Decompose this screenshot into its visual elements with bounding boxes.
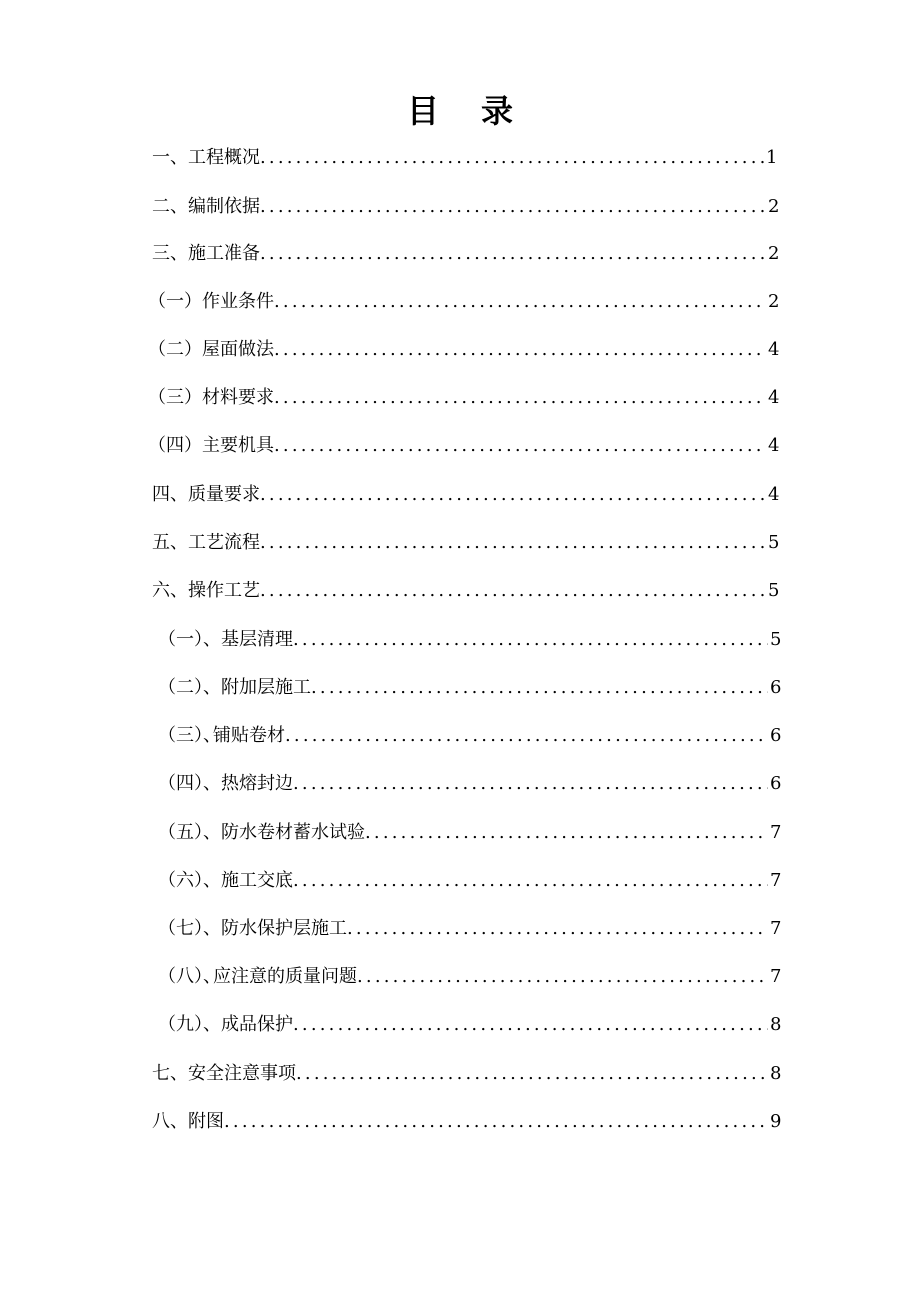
toc-entry-label: 热熔封边 (221, 773, 293, 794)
toc-entry-number: （四）、 (158, 773, 221, 794)
toc-entry[interactable] (152, 193, 778, 221)
toc-entry-number: 一、 (152, 147, 188, 168)
toc-entry[interactable] (158, 626, 780, 654)
toc-leader-dots (293, 770, 768, 798)
toc-entry[interactable] (148, 384, 778, 412)
toc-entry-page: 7 (770, 870, 782, 891)
toc-entry-page: 8 (770, 1063, 782, 1084)
toc-leader-dots (260, 529, 766, 557)
toc-entry[interactable] (148, 288, 778, 316)
toc-entry-number: （七）、 (158, 918, 221, 939)
toc-leader-dots (293, 1011, 768, 1039)
toc-leader-dots (311, 674, 768, 702)
toc-entry-number: （九）、 (158, 1014, 221, 1035)
toc-entry-number: 八、 (152, 1111, 188, 1132)
toc-entry-label: 附加层施工 (221, 677, 311, 698)
toc-entry-label: 编制依据 (188, 196, 260, 217)
toc-entry[interactable] (158, 915, 780, 943)
toc-entry-label: 安全注意事项 (188, 1063, 296, 1084)
toc-entry-number: （六）、 (158, 870, 221, 891)
toc-entry-label: 操作工艺 (188, 580, 260, 601)
toc-entry-page: 2 (768, 291, 780, 312)
toc-entry-number: （二）、 (158, 677, 221, 698)
toc-leader-dots (285, 722, 768, 750)
toc-leader-dots (224, 1108, 768, 1136)
toc-entry-number: 六、 (152, 580, 188, 601)
toc-leader-dots (274, 384, 766, 412)
toc-entry[interactable] (152, 1060, 780, 1088)
toc-entry[interactable] (148, 336, 778, 364)
toc-entry-label: 附图 (188, 1111, 224, 1132)
toc-entry[interactable] (158, 770, 780, 798)
toc-entry-page: 5 (768, 580, 780, 601)
toc-entry-page: 2 (768, 243, 780, 264)
toc-entry[interactable] (158, 674, 780, 702)
toc-leader-dots (293, 626, 768, 654)
toc-entry-page: 9 (770, 1111, 782, 1132)
toc-entry-page: 1 (766, 147, 778, 168)
toc-entry-label: 成品保护 (221, 1014, 293, 1035)
toc-entry-label: 防水卷材蓄水试验 (221, 822, 365, 843)
toc-entry-label: 工程概况 (188, 147, 260, 168)
toc-entry-label: 作业条件 (202, 291, 274, 312)
toc-entry[interactable] (148, 432, 778, 460)
toc-entry-number: （一） (148, 291, 202, 312)
toc-entry-label: 基层清理 (221, 629, 293, 650)
toc-leader-dots (274, 288, 766, 316)
toc-entry-page: 7 (770, 918, 782, 939)
toc-entry[interactable] (152, 1108, 780, 1136)
toc-leader-dots (260, 193, 766, 221)
toc-leader-dots (260, 240, 766, 268)
toc-entry-label: 铺贴卷材 (213, 725, 285, 746)
toc-entry-page: 7 (770, 966, 782, 987)
toc-entry-number: （五）、 (158, 822, 221, 843)
title-char-2: 录 (481, 92, 514, 130)
toc-entry-label: 屋面做法 (202, 339, 274, 360)
toc-leader-dots (260, 144, 764, 172)
toc-entry-label: 施工交底 (221, 870, 293, 891)
toc-entry-label: 施工准备 (188, 243, 260, 264)
toc-entry-page: 2 (768, 196, 780, 217)
toc-leader-dots (365, 819, 768, 847)
toc-entry-number: （一）、 (158, 629, 221, 650)
toc-leader-dots (260, 577, 766, 605)
toc-entry[interactable] (152, 529, 778, 557)
toc-entry-label: 材料要求 (202, 387, 274, 408)
toc-entry-page: 8 (770, 1014, 782, 1035)
toc-entry-number: 七、 (152, 1063, 188, 1084)
toc-entry[interactable] (158, 722, 780, 750)
toc-leader-dots (274, 336, 766, 364)
toc-entry-number: 四、 (152, 484, 188, 505)
toc-entry-page: 4 (768, 484, 780, 505)
toc-entry-page: 7 (770, 822, 782, 843)
toc-leader-dots (293, 867, 768, 895)
toc-entry-label: 工艺流程 (188, 532, 260, 553)
toc-entry-page: 4 (768, 435, 780, 456)
toc-entry[interactable] (152, 577, 778, 605)
toc-entry-label: 质量要求 (188, 484, 260, 505)
toc-entry-page: 6 (770, 725, 782, 746)
toc-entry-label: 应注意的质量问题 (213, 966, 357, 987)
toc-entry-label: 主要机具 (202, 435, 274, 456)
toc-entry[interactable] (158, 819, 780, 847)
toc-entry-label: 防水保护层施工 (221, 918, 347, 939)
toc-entry-number: 三、 (152, 243, 188, 264)
toc-entry-number: （二） (148, 339, 202, 360)
toc-entry-number: （四） (148, 435, 202, 456)
toc-entry[interactable] (152, 240, 778, 268)
toc-entry-page: 6 (770, 773, 782, 794)
toc-entry-page: 4 (768, 339, 780, 360)
toc-entry-page: 5 (770, 629, 782, 650)
toc-entry-page: 6 (770, 677, 782, 698)
toc-entry-page: 4 (768, 387, 780, 408)
toc-leader-dots (274, 432, 766, 460)
toc-entry-number: 五、 (152, 532, 188, 553)
toc-entry[interactable] (158, 867, 780, 895)
toc-entry-number: （三） (148, 387, 202, 408)
toc-entry[interactable] (158, 1011, 780, 1039)
toc-leader-dots (357, 963, 768, 991)
toc-entry[interactable] (152, 144, 776, 172)
title-char-1: 目 (406, 92, 439, 130)
toc-entry-number: （三）、 (158, 725, 221, 746)
toc-entry-number: 二、 (152, 196, 188, 217)
toc-entry-page: 5 (768, 532, 780, 553)
toc-entry[interactable] (152, 481, 778, 509)
toc-entry[interactable] (158, 963, 780, 991)
toc-leader-dots (296, 1060, 768, 1088)
toc-leader-dots (260, 481, 766, 509)
page-title (0, 86, 920, 132)
toc-entry-number: （八）、 (158, 966, 221, 987)
toc-leader-dots (347, 915, 768, 943)
